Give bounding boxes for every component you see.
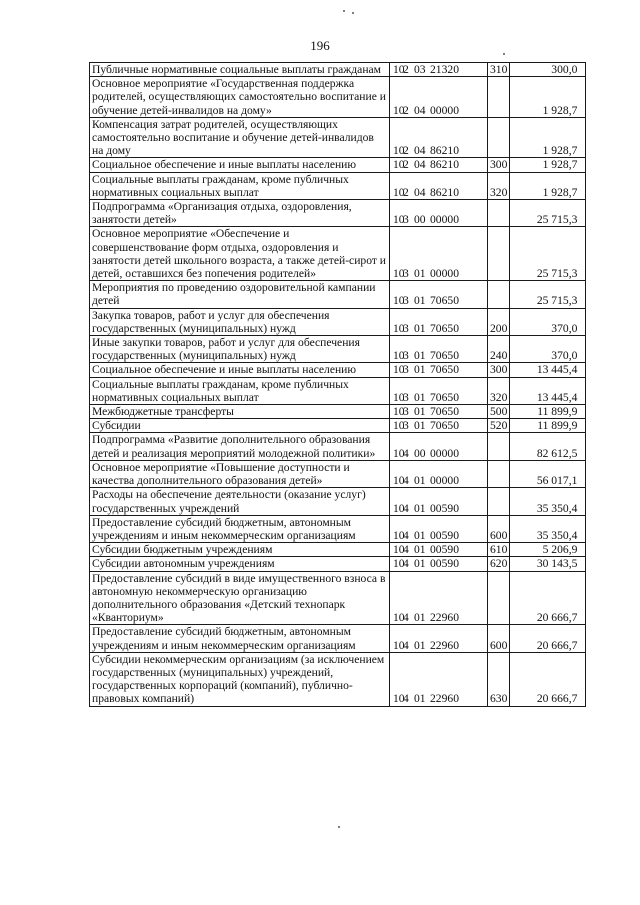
row-expense-type	[488, 227, 510, 281]
code-section: 10	[393, 363, 405, 377]
code-direction: 70650	[430, 390, 459, 404]
code-subsection: 2	[403, 185, 409, 199]
code-event: 01	[414, 557, 426, 571]
row-name: Субсидии бюджетным учреждениям	[90, 543, 390, 557]
row-code	[390, 405, 488, 419]
code-section: 10	[393, 267, 405, 281]
code-subsection: 4	[403, 543, 409, 557]
code-direction: 70650	[430, 419, 459, 433]
code-subsection: 4	[403, 501, 409, 515]
row-code	[390, 488, 488, 515]
code-section: 10	[393, 144, 405, 158]
code-event: 01	[414, 349, 426, 363]
row-name: Иные закупки товаров, работ и услуг для обеспечения государственных (муниципальных) нужд	[90, 336, 390, 363]
row-code	[390, 571, 488, 625]
row-code	[390, 652, 488, 706]
code-direction: 22960	[430, 638, 459, 652]
row-name: Социальное обеспечение и иные выплаты населению	[90, 158, 390, 172]
row-code	[390, 557, 488, 571]
code-event: 01	[414, 267, 426, 281]
code-direction: 00000	[430, 103, 459, 117]
row-expense-type: 600	[488, 625, 510, 652]
row-name: Основное мероприятие «Повышение доступности и качества дополнительного образования детей»	[90, 460, 390, 487]
row-name: Публичные нормативные социальные выплаты гражданам	[90, 63, 390, 77]
page-number: 196	[310, 38, 330, 53]
row-name: Субсидии автономным учреждениям	[90, 557, 390, 571]
row-expense-type: 300	[488, 158, 510, 172]
scan-speck	[352, 12, 354, 14]
code-direction: 22960	[430, 692, 459, 706]
code-direction: 00000	[430, 474, 459, 488]
row-code	[390, 158, 488, 172]
row-name: Расходы на обеспечение деятельности (оказание услуг) государственных учреждений	[90, 488, 390, 515]
row-amount: 11 899,9	[510, 419, 586, 433]
code-subsection: 4	[403, 611, 409, 625]
code-direction: 00590	[430, 528, 459, 542]
code-direction: 70650	[430, 363, 459, 377]
row-name: Предоставление субсидий в виде имущественного взноса в автономную некоммерческую организацию дополнительного образования «Детский технопарк «Кванториум»	[90, 571, 390, 625]
row-amount: 56 017,1	[510, 460, 586, 487]
code-subsection: 4	[403, 692, 409, 706]
row-name: Социальные выплаты гражданам, кроме публичных нормативных социальных выплат	[90, 172, 390, 199]
row-expense-type: 610	[488, 543, 510, 557]
row-code	[390, 227, 488, 281]
code-subsection: 2	[403, 63, 409, 76]
code-subsection: 3	[403, 419, 409, 433]
row-code	[390, 515, 488, 542]
code-section: 10	[393, 543, 405, 557]
row-name: Компенсация затрат родителей, осуществляющих самостоятельно воспитание и обучение детей-инвалидов на дому	[90, 117, 390, 158]
code-direction: 22960	[430, 611, 459, 625]
row-amount: 13 445,4	[510, 377, 586, 404]
row-expense-type	[488, 117, 510, 158]
code-event: 03	[414, 63, 426, 76]
row-amount: 1 928,7	[510, 158, 586, 172]
code-direction: 00000	[430, 267, 459, 281]
code-direction: 86210	[430, 144, 459, 158]
row-amount: 82 612,5	[510, 433, 586, 460]
table-row	[90, 77, 586, 118]
code-subsection: 3	[403, 405, 409, 419]
code-event: 00	[414, 446, 426, 460]
row-expense-type: 320	[488, 377, 510, 404]
code-section: 10	[393, 501, 405, 515]
code-section: 10	[393, 611, 405, 625]
code-subsection: 2	[403, 158, 409, 172]
row-expense-type: 320	[488, 172, 510, 199]
code-section: 10	[393, 349, 405, 363]
code-section: 10	[393, 446, 405, 460]
table-row	[90, 227, 586, 281]
row-code	[390, 281, 488, 308]
code-event: 04	[414, 144, 426, 158]
row-name: Закупка товаров, работ и услуг для обеспечения государственных (муниципальных) нужд	[90, 308, 390, 335]
row-expense-type	[488, 460, 510, 487]
code-section: 10	[393, 213, 405, 227]
code-event: 01	[414, 474, 426, 488]
scan-speck	[338, 826, 340, 828]
row-name: Субсидии	[90, 419, 390, 433]
code-subsection: 4	[403, 557, 409, 571]
row-expense-type: 630	[488, 652, 510, 706]
code-section: 10	[393, 390, 405, 404]
table-row	[90, 200, 586, 227]
code-event: 01	[414, 321, 426, 335]
row-expense-type	[488, 433, 510, 460]
code-event: 01	[414, 543, 426, 557]
code-subsection: 4	[403, 446, 409, 460]
code-event: 01	[414, 501, 426, 515]
row-amount: 20 666,7	[510, 571, 586, 625]
row-name: Мероприятия по проведению оздоровительной кампании детей	[90, 281, 390, 308]
scan-speck	[503, 53, 505, 55]
row-code	[390, 543, 488, 557]
code-section: 10	[393, 321, 405, 335]
row-name: Основное мероприятие «Государственная поддержка родителей, осуществляющих самостоятельно воспитание и обучение детей-инвалидов на дому»	[90, 77, 390, 118]
row-amount: 1 928,7	[510, 172, 586, 199]
code-section: 10	[393, 103, 405, 117]
code-direction: 00590	[430, 501, 459, 515]
row-expense-type	[488, 571, 510, 625]
code-subsection: 2	[403, 144, 409, 158]
row-code	[390, 460, 488, 487]
row-expense-type	[488, 488, 510, 515]
table-row	[90, 281, 586, 308]
row-expense-type	[488, 200, 510, 227]
row-expense-type: 240	[488, 336, 510, 363]
table-row	[90, 405, 586, 419]
table-row	[90, 543, 586, 557]
row-name: Подпрограмма «Организация отдыха, оздоровления, занятости детей»	[90, 200, 390, 227]
row-name: Предоставление субсидий бюджетным, автономным учреждениям и иным некоммерческим организациям	[90, 625, 390, 652]
code-direction: 70650	[430, 349, 459, 363]
row-amount: 35 350,4	[510, 515, 586, 542]
row-amount: 35 350,4	[510, 488, 586, 515]
row-name: Социальные выплаты гражданам, кроме публичных нормативных социальных выплат	[90, 377, 390, 404]
code-direction: 70650	[430, 294, 459, 308]
row-expense-type: 310	[488, 63, 510, 77]
row-amount: 300,0	[510, 63, 586, 77]
table-row	[90, 460, 586, 487]
row-name: Подпрограмма «Развитие дополнительного образования детей и реализация мероприятий молодежной политики»	[90, 433, 390, 460]
row-code	[390, 363, 488, 377]
code-section: 10	[393, 528, 405, 542]
code-subsection: 4	[403, 474, 409, 488]
code-direction: 86210	[430, 158, 459, 172]
table-row	[90, 117, 586, 158]
code-direction: 00000	[430, 213, 459, 227]
code-subsection: 3	[403, 363, 409, 377]
row-code	[390, 377, 488, 404]
code-event: 01	[414, 363, 426, 377]
row-name: Межбюджетные трансферты	[90, 405, 390, 419]
table-row	[90, 158, 586, 172]
row-expense-type	[488, 77, 510, 118]
code-direction: 70650	[430, 405, 459, 419]
row-amount: 13 445,4	[510, 363, 586, 377]
code-direction: 00590	[430, 557, 459, 571]
code-subsection: 3	[403, 267, 409, 281]
code-section: 10	[393, 405, 405, 419]
code-direction: 21320	[430, 63, 459, 76]
code-event: 04	[414, 185, 426, 199]
code-direction: 00000	[430, 446, 459, 460]
row-code	[390, 433, 488, 460]
code-section: 10	[393, 692, 405, 706]
table-row	[90, 557, 586, 571]
table-row	[90, 571, 586, 625]
scan-speck	[343, 10, 345, 12]
row-amount: 25 715,3	[510, 227, 586, 281]
row-amount: 11 899,9	[510, 405, 586, 419]
row-code	[390, 336, 488, 363]
code-section: 10	[393, 185, 405, 199]
row-amount: 370,0	[510, 336, 586, 363]
table-row	[90, 433, 586, 460]
table-row	[90, 336, 586, 363]
budget-table	[89, 62, 586, 707]
code-direction: 86210	[430, 185, 459, 199]
row-name: Социальное обеспечение и иные выплаты населению	[90, 363, 390, 377]
table-row	[90, 308, 586, 335]
code-event: 04	[414, 103, 426, 117]
code-subsection: 3	[403, 213, 409, 227]
code-event: 01	[414, 419, 426, 433]
row-expense-type: 620	[488, 557, 510, 571]
code-event: 01	[414, 528, 426, 542]
row-expense-type	[488, 281, 510, 308]
code-event: 01	[414, 611, 426, 625]
code-direction: 00590	[430, 543, 459, 557]
table-row	[90, 363, 586, 377]
code-event: 01	[414, 294, 426, 308]
code-section: 10	[393, 474, 405, 488]
row-amount: 25 715,3	[510, 281, 586, 308]
code-event: 01	[414, 638, 426, 652]
code-event: 01	[414, 405, 426, 419]
code-subsection: 4	[403, 528, 409, 542]
row-code	[390, 117, 488, 158]
code-section: 10	[393, 294, 405, 308]
code-event: 01	[414, 390, 426, 404]
row-amount: 20 666,7	[510, 625, 586, 652]
table-row	[90, 377, 586, 404]
row-code	[390, 625, 488, 652]
code-subsection: 2	[403, 103, 409, 117]
row-code	[390, 200, 488, 227]
code-section: 10	[393, 63, 405, 76]
table-row	[90, 172, 586, 199]
table-row	[90, 652, 586, 706]
table-row	[90, 488, 586, 515]
code-subsection: 3	[403, 349, 409, 363]
code-subsection: 3	[403, 294, 409, 308]
row-name: Основное мероприятие «Обеспечение и совершенствование форм отдыха, оздоровления и занятости детей школьного возраста, а также детей-сирот и детей, оставшихся без попечения родителей»	[90, 227, 390, 281]
row-amount: 1 928,7	[510, 117, 586, 158]
row-expense-type: 200	[488, 308, 510, 335]
row-amount: 25 715,3	[510, 200, 586, 227]
row-expense-type: 300	[488, 363, 510, 377]
row-amount: 20 666,7	[510, 652, 586, 706]
code-subsection: 3	[403, 390, 409, 404]
code-section: 10	[393, 158, 405, 172]
code-section: 10	[393, 638, 405, 652]
row-amount: 370,0	[510, 308, 586, 335]
code-event: 01	[414, 692, 426, 706]
row-code	[390, 419, 488, 433]
code-event: 00	[414, 213, 426, 227]
table-row	[90, 63, 586, 77]
row-expense-type: 600	[488, 515, 510, 542]
code-section: 10	[393, 557, 405, 571]
row-amount: 1 928,7	[510, 77, 586, 118]
row-expense-type: 500	[488, 405, 510, 419]
row-amount: 30 143,5	[510, 557, 586, 571]
table-row	[90, 515, 586, 542]
row-amount: 5 206,9	[510, 543, 586, 557]
code-event: 04	[414, 158, 426, 172]
row-code	[390, 172, 488, 199]
table-row	[90, 419, 586, 433]
row-name: Субсидии некоммерческим организациям (за исключением государственных (муниципальных) учреждений, государственных корпораций (компаний), публично-правовых компаний)	[90, 652, 390, 706]
code-subsection: 4	[403, 638, 409, 652]
code-section: 10	[393, 419, 405, 433]
row-code	[390, 308, 488, 335]
code-subsection: 3	[403, 321, 409, 335]
code-direction: 70650	[430, 321, 459, 335]
table-row	[90, 625, 586, 652]
row-code	[390, 63, 488, 77]
row-code	[390, 77, 488, 118]
row-name: Предоставление субсидий бюджетным, автономным учреждениям и иным некоммерческим организациям	[90, 515, 390, 542]
row-expense-type: 520	[488, 419, 510, 433]
